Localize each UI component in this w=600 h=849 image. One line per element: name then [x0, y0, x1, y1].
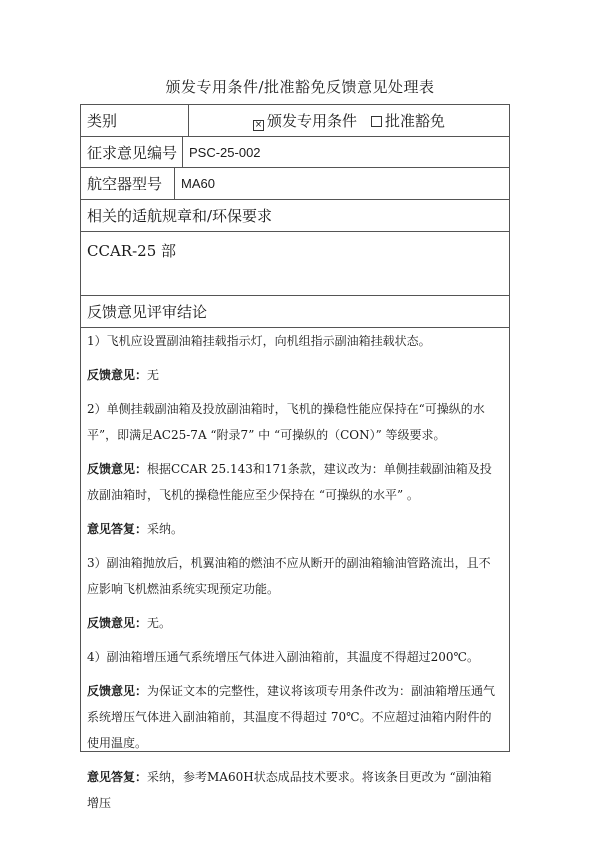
comment-number-value: PSC-25-002 [189, 144, 261, 160]
item-2: 2）单侧挂载副油箱及投放副油箱时，飞机的操稳性能应保持在“可操纵的水平”，即满足AC25-7A “附录7” 中 “可操纵的（CON）” 等级要求。 [87, 402, 485, 442]
option-special-conditions[interactable]: × 颁发专用条件 [254, 112, 357, 130]
document-title: 颁发专用条件/批准豁免反馈意见处理表 [165, 78, 435, 96]
feedback-3: 反馈意见：无。 [87, 616, 172, 630]
feedback-1: 反馈意见：无 [87, 368, 160, 382]
aircraft-model-value: MA60 [181, 176, 215, 191]
conclusion-content [81, 328, 509, 810]
regulations-value: CCAR-25 部 [87, 242, 177, 260]
regulations-label: 相关的适航规章和/环保要求 [87, 207, 273, 225]
conclusion-header: 反馈意见评审结论 [87, 303, 208, 321]
row-regulations-value [81, 232, 509, 296]
row-aircraft-model [81, 168, 509, 200]
aircraft-model-label: 航空器型号 [81, 168, 175, 199]
item-1: 1）飞机应设置副油箱挂载指示灯，向机组指示副油箱挂载状态。 [87, 334, 431, 348]
feedback-2: 反馈意见：根据CCAR 25.143和171条款，建议改为：单侧挂载副油箱及投放副油箱时，飞机的操稳性能应至少保持在 “可操纵的水平” 。 [87, 462, 492, 502]
checkbox-unchecked-icon[interactable] [371, 116, 382, 127]
row-comment-number [81, 137, 509, 168]
feedback-4: 反馈意见：为保证文本的完整性，建议将该项专用条件改为：副油箱增压通气系统增压气体进入副油箱前，其温度不得超过 70℃。不应超过油箱内附件的使用温度。 [87, 684, 496, 750]
checkbox-checked-icon[interactable]: × [254, 120, 263, 130]
comment-number-label: 征求意见编号 [81, 137, 183, 167]
row-conclusion-header [81, 296, 509, 328]
category-options [189, 105, 509, 136]
reply-4: 意见答复：采纳，参考MA60H状态成品技术要求。将该条目更改为 “副油箱增压 [87, 770, 492, 810]
reply-2: 意见答复：采纳。 [87, 522, 184, 536]
item-4: 4）副油箱增压通气系统增压气体进入副油箱前，其温度不得超过200℃。 [87, 650, 479, 664]
feedback-table [80, 104, 510, 810]
row-regulations-header [81, 200, 509, 232]
option-exemption[interactable]: 批准豁免 [371, 110, 445, 131]
row-category [81, 105, 509, 137]
category-label: 类别 [81, 105, 189, 136]
item-3: 3）副油箱抛放后，机翼油箱的燃油不应从断开的副油箱输油管路流出，且不应影响飞机燃油系统实现预定功能。 [87, 556, 491, 596]
